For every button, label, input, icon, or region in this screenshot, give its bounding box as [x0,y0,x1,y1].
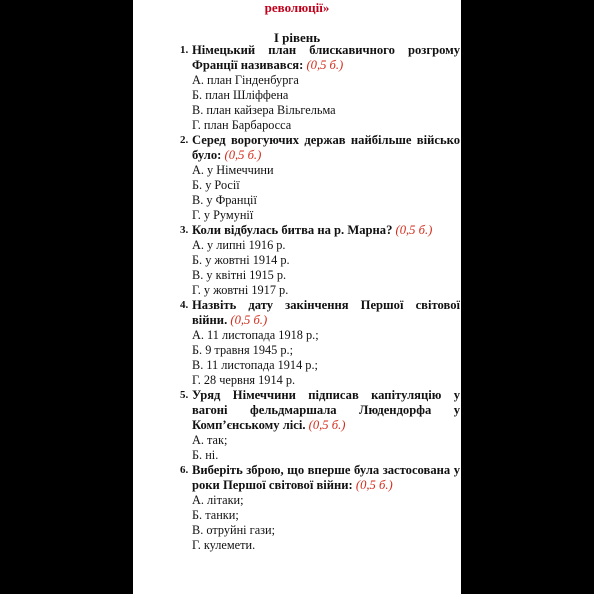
answer-option[interactable]: Б. у Росії [192,178,240,192]
question-text: Виберіть зброю, що вперше була застосована у роки Першої світової війни: [192,463,460,492]
question-4 [180,298,460,388]
answer-option[interactable]: Г. план Барбаросса [192,118,292,132]
question-text: Німецький план блискавичного розгрому Франції називався: [192,43,460,72]
answer-option[interactable]: А. літаки; [192,493,244,507]
question-3 [180,223,460,298]
question-points: (0,5 б.) [355,478,393,492]
answer-option[interactable]: Б. план Шліффена [192,88,289,102]
answer-options [180,433,460,463]
answer-option[interactable]: В. план кайзера Вільгельма [192,103,336,117]
question-number: 1. [180,44,189,56]
level-title: І рівень [273,30,321,45]
answer-options [180,238,460,298]
answer-options [180,328,460,388]
question-text-block [192,463,460,493]
answer-option[interactable]: Г. 28 червня 1914 р. [192,373,296,387]
answer-option[interactable]: А. 11 листопада 1918 р.; [192,328,319,342]
answer-option[interactable]: А. так; [192,433,228,447]
answer-options [180,163,460,223]
question-text: Коли відбулась битва на р. Марна? [192,223,393,237]
answer-option[interactable]: В. 11 листопада 1914 р.; [192,358,318,372]
question-number: 3. [180,224,189,236]
answer-options [180,73,460,133]
question-points: (0,5 б.) [308,418,346,432]
answer-option[interactable]: В. отруйні гази; [192,523,276,537]
answer-option[interactable]: А. у Німеччини [192,163,274,177]
answer-option[interactable]: Б. у жовтні 1914 р. [192,253,290,267]
question-number: 6. [180,464,189,476]
header-title-line: революції» [264,0,330,15]
question-1 [180,43,460,133]
question-points: (0,5 б.) [230,313,268,327]
answer-option[interactable]: Б. танки; [192,508,239,522]
question-number: 4. [180,299,189,311]
answer-option[interactable]: А. у липні 1916 р. [192,238,286,252]
question-text-block [192,223,460,238]
answer-option[interactable]: Б. 9 травня 1945 р.; [192,343,293,357]
question-text-block [192,388,460,433]
question-2 [180,133,460,223]
question-number: 5. [180,389,189,401]
question-list [180,43,460,553]
answer-option[interactable]: Г. у Румунії [192,208,254,222]
question-text: Серед ворогуючих держав найбільше військо було: [192,133,460,162]
answer-option[interactable]: В. у Франції [192,193,257,207]
question-points: (0,5 б.) [395,223,433,237]
answer-options [180,493,460,553]
answer-option[interactable]: В. у квітні 1915 р. [192,268,287,282]
question-text: Назвіть дату закінчення Першої світової війни. [192,298,460,327]
question-6 [180,463,460,553]
answer-option[interactable]: А. план Гінденбурга [192,73,299,87]
document-page [133,0,461,594]
question-points: (0,5 б.) [224,148,262,162]
document-header [133,0,461,15]
question-points: (0,5 б.) [306,58,344,72]
answer-option[interactable]: Г. кулемети. [192,538,256,552]
question-text-block [192,298,460,328]
answer-option[interactable]: Б. ні. [192,448,219,462]
question-number: 2. [180,134,189,146]
question-text-block [192,133,460,163]
question-text-block [192,43,460,73]
question-5 [180,388,460,463]
answer-option[interactable]: Г. у жовтні 1917 р. [192,283,289,297]
question-text: Уряд Німеччини підписав капітуляцію у вагоні фельдмаршала Людендорфа у Комп’єнському лісі. [192,388,460,432]
